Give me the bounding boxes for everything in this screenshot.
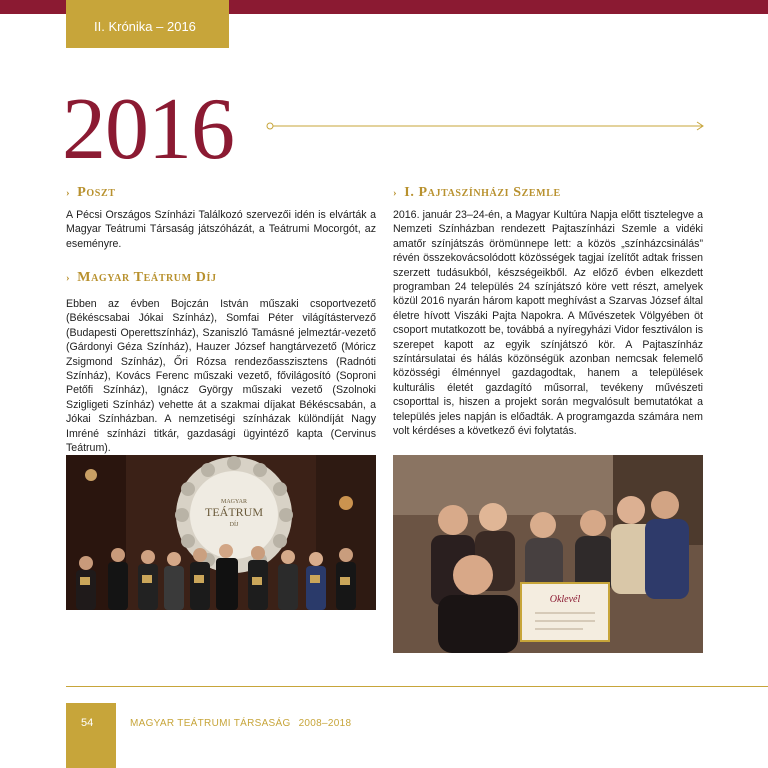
group-photo-illustration bbox=[393, 455, 703, 653]
chronicle-label: II. Krónika – 2016 bbox=[94, 19, 196, 34]
page-number: 54 bbox=[81, 717, 94, 729]
sign-text-line1: MAGYAR bbox=[220, 499, 248, 505]
section-poszt-title bbox=[66, 185, 376, 201]
chronicle-tab bbox=[66, 0, 229, 48]
footer-years: 2008–2018 bbox=[298, 718, 352, 729]
section-pajtaszinhazi-body: 2016. január 23–24-én, a Magyar Kultúra Napja előtt tisztelegve a Nemzeti Színházban rendezett Pajtaszínházi Szemle a vidéki amatőr színjátszás örömünnepe lett: a közös „színházcsinálás” révén összekovácsolódott közösségek tagjai ízelítőt adtak frissen szerzett tudásukból, készségeikből. Az előző évben elkezdett programban 24 település 24 színjátszó köre vett részt, amelyek közül 2016 nyarán három kapott meghívást a Szarvas József által életre hívott Viszáki Pajta Napokra. A Művészetek Völgyében öt csoport mutatkozott be, továbbá a nyíregyházi Vidor fesztiválon is szerepet kapott az egyik színjátszó kör. A Pajtaszínház színtársulatai és hálás közönségük azonban nemcsak felemelő közösségi élménnyel gazdagodtak, hanem a települések kulturális életét gazdagító műsorral, tevékeny művészeti csoporttal is, hiszen a projekt során megvalósult bemutatókat a település jeles napján is előadták. A programgazda számára nem volt kérdéses a következő évi folytatás. bbox=[393, 209, 703, 438]
footer-publication bbox=[130, 718, 351, 729]
section-pajtaszinhazi bbox=[393, 185, 703, 439]
section-dij-body: Ebben az évben Bojczán István műszaki csoportvezető (Békéscsabai Jókai Színház), Somfai Péter világítástervező (Budapesti Operettszínház), Szaniszló Tamásné jelmeztár-vezető (Gárdonyi Géza Színház), Hauzer József hangtárvezető (Móricz Zsigmond Színház), Őri Rózsa rendezőasszisztens (Radnóti Színház), Kovács Ferenc műszaki vezető, fővilágosító (Soproni Petőfi Színház), Ignácz György műszaki vezető (Szolnoki Szigligeti Színház) vehette át a szakmai díjakat Békéscsabán, a Jókai Színházban. A nemzetiségi színházak különdíját Nagy Imréné színházi titkár, gazdasági ügyintéző kapta (Cervinus Teátrum). bbox=[66, 298, 376, 455]
certificate-text: Oklevél bbox=[549, 594, 581, 605]
section-dij bbox=[66, 270, 376, 455]
arrow-rule-icon bbox=[266, 119, 706, 133]
section-poszt-title-text: Poszt bbox=[77, 185, 116, 200]
pajtaszinhaz-group-photo bbox=[393, 455, 703, 653]
section-poszt-body: A Pécsi Országos Színházi Találkozó szervezői idén is elvárták a Magyar Teátrumi Társaság játszóházát, a Teátrumi Mocorgót, az eseményre. bbox=[66, 209, 376, 250]
footer-divider bbox=[66, 686, 768, 687]
award-ceremony-illustration bbox=[66, 455, 376, 610]
sign-text-line3: DÍJ bbox=[229, 522, 239, 528]
chevron-right-icon: › bbox=[393, 187, 398, 199]
chevron-right-icon: › bbox=[66, 272, 71, 284]
section-dij-title-text: Magyar Teátrum Díj bbox=[77, 270, 217, 285]
section-pajtaszinhazi-title-text: I. Pajtaszínházi Szemle bbox=[404, 185, 561, 200]
page-number-tab bbox=[66, 703, 116, 768]
chevron-right-icon: › bbox=[66, 187, 71, 199]
footer-publication-name: MAGYAR TEÁTRUMI TÁRSASÁG bbox=[130, 718, 291, 729]
section-pajtaszinhazi-title bbox=[393, 185, 703, 201]
sign-text-line2: TEÁTRUM bbox=[205, 505, 263, 519]
section-poszt bbox=[66, 185, 376, 251]
section-dij-title bbox=[66, 270, 376, 286]
award-ceremony-photo bbox=[66, 455, 376, 610]
year-title: 2016 bbox=[62, 81, 234, 178]
